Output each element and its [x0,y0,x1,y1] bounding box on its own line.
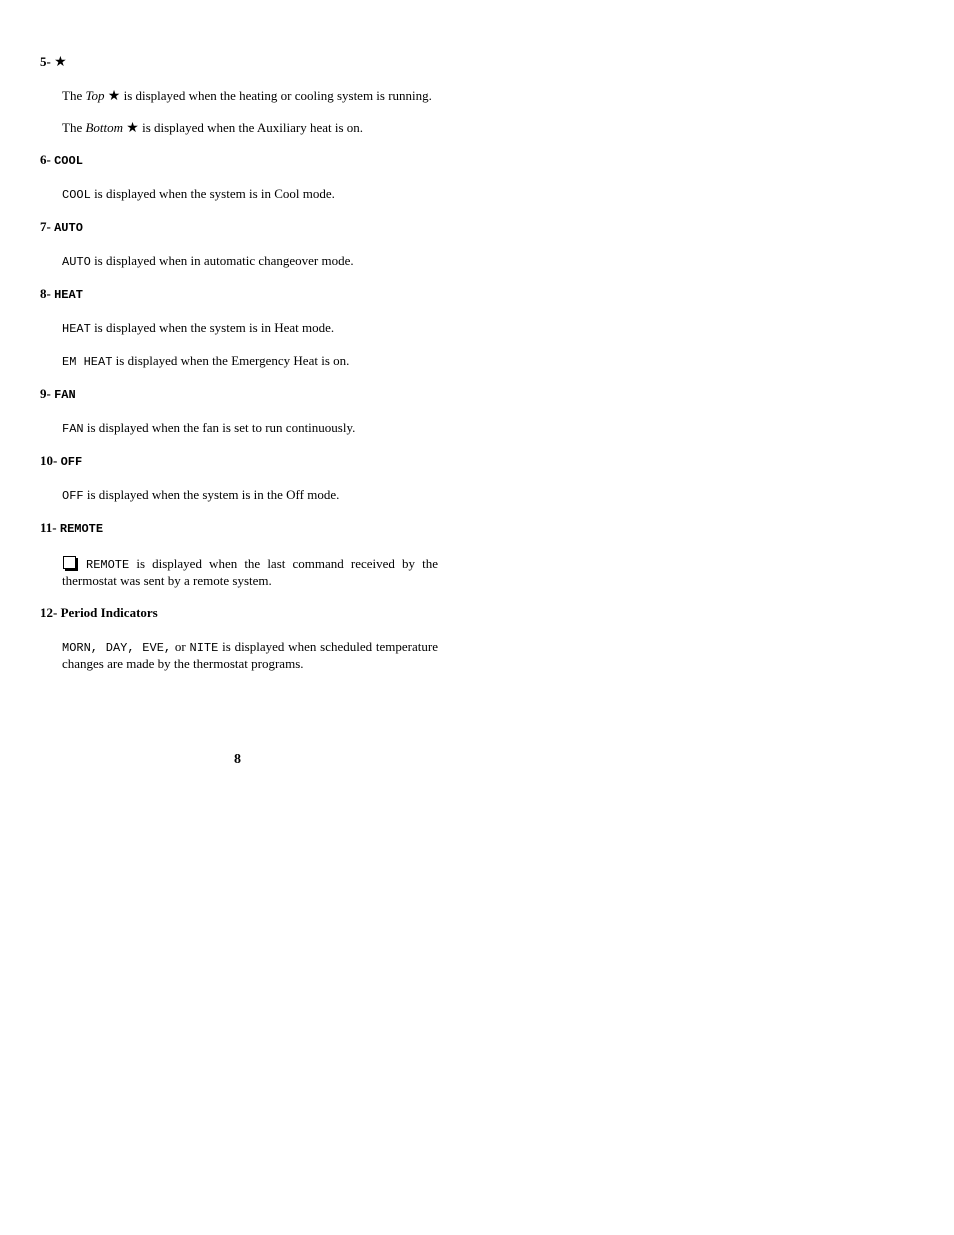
section-8-paragraph-emheat: EM HEAT is displayed when the Emergency Heat is on. [62,353,350,369]
section-10-heading: 10- OFF [40,453,83,469]
section-6-heading: 6- COOL [40,152,83,168]
section-7-title: AUTO [54,221,83,235]
page-number: 8 [234,752,241,767]
section-7-heading: 7- AUTO [40,219,83,235]
section-5-paragraph-top: The Top ★ is displayed when the heating or cooling system is running. [62,88,432,104]
section-8-heading: 8- HEAT [40,286,83,302]
section-10-paragraph: OFF is displayed when the system is in the Off mode. [62,487,340,503]
checkbox-icon [63,556,76,569]
section-12-paragraph: MORN, DAY, EVE, or NITE is displayed when scheduled temperature changes are made by the thermostat programs. [62,639,438,671]
section-9-title: FAN [54,388,76,402]
section-8-paragraph-heat: HEAT is displayed when the system is in Heat mode. [62,320,335,336]
content-column [40,54,438,672]
top-label: Top [85,88,105,103]
section-6-paragraph: COOL is displayed when the system is in Cool mode. [62,186,335,202]
section-10-title: OFF [60,455,83,469]
section-12-heading: 12- Period Indicators [40,605,158,620]
section-11-heading: 11- REMOTE [40,520,104,536]
section-12-title: Period Indicators [60,605,158,620]
section-5-paragraph-bottom: The Bottom ★ is displayed when the Auxiliary heat is on. [62,120,364,136]
star-icon: ★ [126,120,139,136]
star-icon: ★ [54,54,67,70]
section-11-title: REMOTE [59,522,104,536]
section-11-paragraph: REMOTE is displayed when the last command received by the thermostat was sent by a remote system. [62,556,438,588]
section-6-title: COOL [54,154,83,168]
bottom-label: Bottom [85,120,124,135]
section-5-number: 5- [40,54,55,69]
section-5-heading [40,54,438,70]
section-7-paragraph: AUTO is displayed when in automatic changeover mode. [62,253,354,269]
star-icon: ★ [107,88,121,104]
section-9-paragraph: FAN is displayed when the fan is set to run continuously. [62,420,356,436]
section-8-title: HEAT [54,288,83,302]
section-9-heading: 9- FAN [40,386,76,402]
